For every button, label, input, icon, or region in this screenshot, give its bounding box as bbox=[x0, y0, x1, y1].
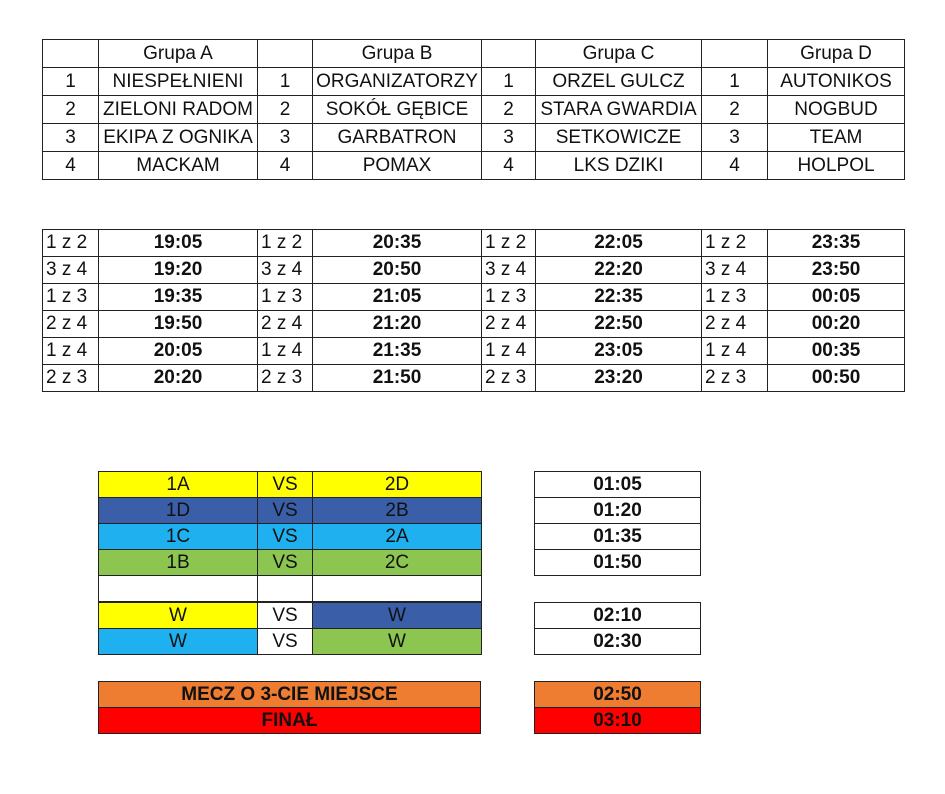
match-pairing: 1 z 4 bbox=[482, 338, 536, 365]
final-match-row bbox=[99, 708, 481, 734]
finals-times-table bbox=[534, 681, 701, 734]
match-pairing: 1 z 4 bbox=[43, 338, 99, 365]
team-position: 4 bbox=[43, 152, 99, 180]
team-name: NIESPEŁNIENI bbox=[99, 68, 258, 96]
schedule-row bbox=[43, 284, 905, 311]
groups-table bbox=[42, 39, 905, 180]
groups-row bbox=[43, 124, 905, 152]
match-pairing: 3 z 4 bbox=[702, 257, 768, 284]
match-time: 00:20 bbox=[768, 311, 905, 338]
match-time: 19:35 bbox=[99, 284, 258, 311]
match-time: 21:50 bbox=[313, 365, 482, 392]
semifinal-times-table bbox=[534, 602, 701, 655]
match-pairing: 2 z 3 bbox=[43, 365, 99, 392]
team-position: 2 bbox=[43, 96, 99, 124]
team-name: EKIPA Z OGNIKA bbox=[99, 124, 258, 152]
match-pairing: 2 z 3 bbox=[482, 365, 536, 392]
match-pairing: 1 z 3 bbox=[702, 284, 768, 311]
team-name: AUTONIKOS bbox=[768, 68, 905, 96]
quarterfinal-times-table bbox=[534, 471, 701, 576]
team-slot-left: 1D bbox=[99, 498, 258, 524]
vs-label: VS bbox=[258, 629, 313, 655]
team-name: SETKOWICZE bbox=[536, 124, 702, 152]
match-pairing: 3 z 4 bbox=[43, 257, 99, 284]
team-name: MACKAM bbox=[99, 152, 258, 180]
final-match-row bbox=[99, 682, 481, 708]
match-time: 19:05 bbox=[99, 230, 258, 257]
team-name: ORZEL GULCZ bbox=[536, 68, 702, 96]
final-match-label: MECZ O 3-CIE MIEJSCE bbox=[99, 682, 481, 708]
match-time-row bbox=[535, 472, 701, 498]
groups-header-row bbox=[43, 40, 905, 68]
schedule-row bbox=[43, 338, 905, 365]
match-time: 22:05 bbox=[536, 230, 702, 257]
vs-label: VS bbox=[258, 498, 313, 524]
team-slot-left: W bbox=[99, 629, 258, 655]
team-position: 2 bbox=[702, 96, 768, 124]
match-time: 01:05 bbox=[535, 472, 701, 498]
vs-label: VS bbox=[258, 472, 313, 498]
empty-row-table bbox=[98, 575, 482, 602]
team-slot-left: 1A bbox=[99, 472, 258, 498]
match-time: 20:05 bbox=[99, 338, 258, 365]
match-time: 23:05 bbox=[536, 338, 702, 365]
team-name: HOLPOL bbox=[768, 152, 905, 180]
match-time: 22:20 bbox=[536, 257, 702, 284]
team-position: 4 bbox=[258, 152, 313, 180]
match-pairing: 1 z 2 bbox=[482, 230, 536, 257]
match-pairing: 1 z 2 bbox=[43, 230, 99, 257]
match-pairing: 2 z 4 bbox=[258, 311, 313, 338]
vs-label: VS bbox=[258, 550, 313, 576]
group-header: Grupa A bbox=[99, 40, 258, 68]
team-name: ZIELONI RADOM bbox=[99, 96, 258, 124]
match-pairing: 2 z 4 bbox=[43, 311, 99, 338]
semifinal-row bbox=[99, 603, 482, 629]
match-time: 20:50 bbox=[313, 257, 482, 284]
finals-table bbox=[98, 681, 481, 734]
quarterfinal-row bbox=[99, 472, 482, 498]
semifinal-table bbox=[98, 602, 482, 655]
team-slot-right: 2C bbox=[313, 550, 482, 576]
match-pairing: 1 z 2 bbox=[702, 230, 768, 257]
match-time-row bbox=[535, 603, 701, 629]
team-position: 2 bbox=[258, 96, 313, 124]
match-pairing: 1 z 4 bbox=[258, 338, 313, 365]
team-position: 4 bbox=[702, 152, 768, 180]
match-time: 23:50 bbox=[768, 257, 905, 284]
quarterfinal-row bbox=[99, 524, 482, 550]
match-time: 22:50 bbox=[536, 311, 702, 338]
semifinal-row bbox=[99, 629, 482, 655]
vs-label: VS bbox=[258, 603, 313, 629]
team-name: SOKÓŁ GĘBICE bbox=[313, 96, 482, 124]
match-pairing: 2 z 3 bbox=[258, 365, 313, 392]
match-time: 19:20 bbox=[99, 257, 258, 284]
team-position: 4 bbox=[482, 152, 536, 180]
team-slot-right: W bbox=[313, 629, 482, 655]
vs-label: VS bbox=[258, 524, 313, 550]
match-pairing: 1 z 3 bbox=[43, 284, 99, 311]
team-position: 1 bbox=[258, 68, 313, 96]
team-slot-right: 2B bbox=[313, 498, 482, 524]
team-name: TEAM bbox=[768, 124, 905, 152]
match-time: 01:50 bbox=[535, 550, 701, 576]
team-name: POMAX bbox=[313, 152, 482, 180]
match-pairing: 1 z 3 bbox=[258, 284, 313, 311]
match-pairing: 2 z 4 bbox=[482, 311, 536, 338]
team-name: STARA GWARDIA bbox=[536, 96, 702, 124]
quarterfinal-row bbox=[99, 498, 482, 524]
final-match-label: FINAŁ bbox=[99, 708, 481, 734]
match-time-row bbox=[535, 550, 701, 576]
group-schedule-table bbox=[42, 229, 905, 392]
match-time: 00:05 bbox=[768, 284, 905, 311]
match-time-row bbox=[535, 524, 701, 550]
team-slot-right: 2D bbox=[313, 472, 482, 498]
team-position: 1 bbox=[702, 68, 768, 96]
schedule-row bbox=[43, 257, 905, 284]
team-position: 1 bbox=[43, 68, 99, 96]
group-header: Grupa B bbox=[313, 40, 482, 68]
team-name: LKS DZIKI bbox=[536, 152, 702, 180]
schedule-row bbox=[43, 311, 905, 338]
team-position: 3 bbox=[43, 124, 99, 152]
match-time: 21:05 bbox=[313, 284, 482, 311]
match-time: 23:20 bbox=[536, 365, 702, 392]
match-time: 01:35 bbox=[535, 524, 701, 550]
team-slot-left: W bbox=[99, 603, 258, 629]
match-pairing: 1 z 3 bbox=[482, 284, 536, 311]
schedule-row bbox=[43, 365, 905, 392]
match-pairing: 1 z 2 bbox=[258, 230, 313, 257]
match-pairing: 2 z 4 bbox=[702, 311, 768, 338]
quarterfinal-row bbox=[99, 550, 482, 576]
match-time: 21:20 bbox=[313, 311, 482, 338]
team-position: 3 bbox=[482, 124, 536, 152]
match-time: 23:35 bbox=[768, 230, 905, 257]
groups-row bbox=[43, 96, 905, 124]
team-name: ORGANIZATORZY bbox=[313, 68, 482, 96]
match-time: 01:20 bbox=[535, 498, 701, 524]
match-time: 19:50 bbox=[99, 311, 258, 338]
match-time-row bbox=[535, 682, 701, 708]
match-time: 21:35 bbox=[313, 338, 482, 365]
quarterfinal-table bbox=[98, 471, 482, 576]
match-time: 20:35 bbox=[313, 230, 482, 257]
match-time-row bbox=[535, 708, 701, 734]
match-time: 02:10 bbox=[535, 603, 701, 629]
match-time: 20:20 bbox=[99, 365, 258, 392]
schedule-row bbox=[43, 230, 905, 257]
team-name: GARBATRON bbox=[313, 124, 482, 152]
team-name: NOGBUD bbox=[768, 96, 905, 124]
team-slot-left: 1C bbox=[99, 524, 258, 550]
match-time: 03:10 bbox=[535, 708, 701, 734]
match-time: 02:30 bbox=[535, 629, 701, 655]
match-time-row bbox=[535, 629, 701, 655]
team-slot-right: 2A bbox=[313, 524, 482, 550]
group-header: Grupa D bbox=[768, 40, 905, 68]
match-time: 02:50 bbox=[535, 682, 701, 708]
team-position: 3 bbox=[258, 124, 313, 152]
team-position: 2 bbox=[482, 96, 536, 124]
team-slot-left: 1B bbox=[99, 550, 258, 576]
match-time: 00:50 bbox=[768, 365, 905, 392]
match-time: 00:35 bbox=[768, 338, 905, 365]
groups-row bbox=[43, 152, 905, 180]
team-position: 1 bbox=[482, 68, 536, 96]
match-pairing: 1 z 4 bbox=[702, 338, 768, 365]
groups-row bbox=[43, 68, 905, 96]
team-slot-right: W bbox=[313, 603, 482, 629]
team-position: 3 bbox=[702, 124, 768, 152]
match-time-row bbox=[535, 498, 701, 524]
group-header: Grupa C bbox=[536, 40, 702, 68]
match-pairing: 3 z 4 bbox=[482, 257, 536, 284]
match-pairing: 3 z 4 bbox=[258, 257, 313, 284]
match-time: 22:35 bbox=[536, 284, 702, 311]
match-pairing: 2 z 3 bbox=[702, 365, 768, 392]
